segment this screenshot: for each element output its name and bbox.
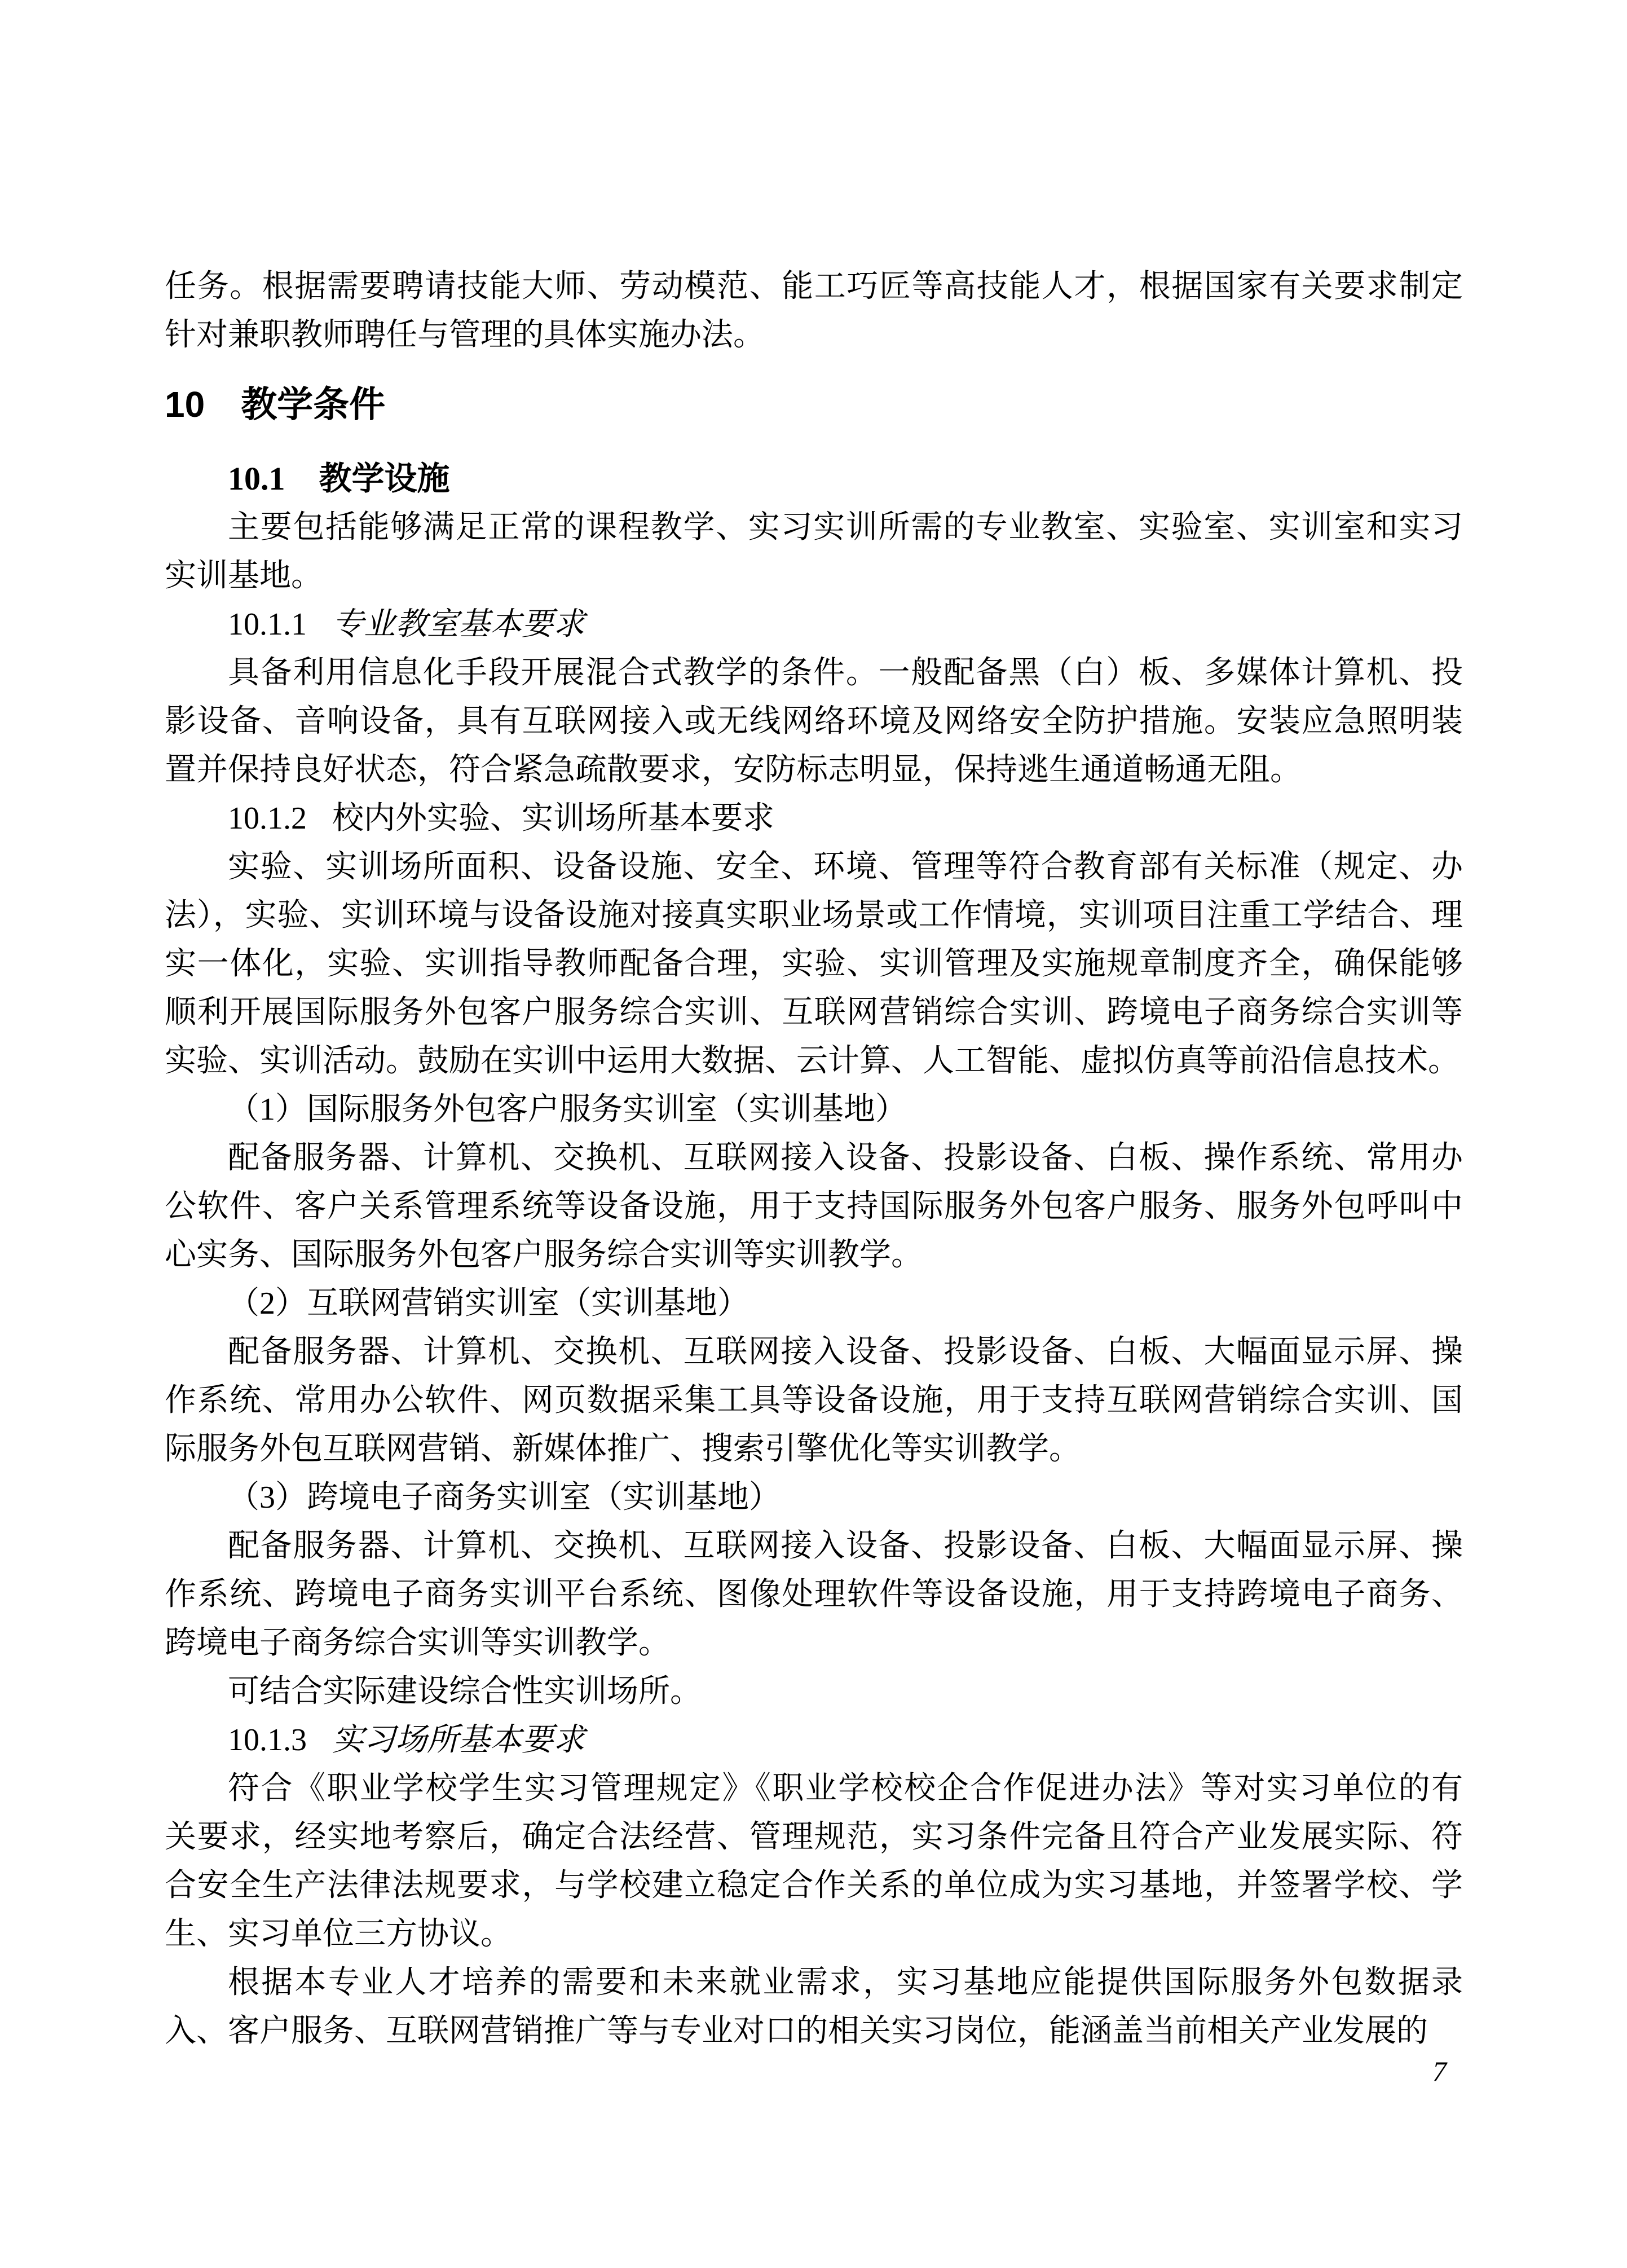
text-line: 任务。根据需要聘请技能大师、劳动模范、能工巧匠等高技能人才，根据国家有关要求制定	[165, 269, 1463, 304]
heading-number: 10.1.3	[228, 1723, 307, 1758]
subsubsection-heading	[165, 1716, 1463, 1764]
heading-number: 10.1.1	[228, 607, 307, 642]
text-line: 实训基地。	[165, 558, 323, 593]
text-line: 际服务外包互联网营销、新媒体推广、搜索引擎优化等实训教学。	[165, 1432, 1081, 1467]
text-line: 具备利用信息化手段开展混合式教学的条件。一般配备黑（白）板、多媒体计算机、投	[228, 655, 1463, 690]
text-line: 作系统、常用办公软件、网页数据采集工具等设备设施，用于支持互联网营销综合实训、国	[165, 1383, 1463, 1418]
text-line: 针对兼职教师聘任与管理的具体实施办法。	[165, 318, 765, 353]
text-line: 关要求，经实地考察后，确定合法经营、管理规范，实习条件完备且符合产业发展实际、符	[165, 1820, 1463, 1855]
text-line: 配备服务器、计算机、交换机、互联网接入设备、投影设备、白板、大幅面显示屏、操	[228, 1529, 1463, 1564]
section-heading	[165, 371, 1463, 438]
text-line: 法），实验、实训环境与设备设施对接真实职业场景或工作情境，实训项目注重工学结合、理	[165, 898, 1463, 933]
text-line: 实验、实训活动。鼓励在实训中运用大数据、云计算、人工智能、虚拟仿真等前沿信息技术。	[165, 1043, 1460, 1078]
heading-number: 10.1.2	[228, 801, 307, 836]
heading-title: 教学条件	[241, 384, 386, 425]
text-line: 顺利开展国际服务外包客户服务综合实训、互联网营销综合实训、跨境电子商务综合实训等	[165, 995, 1463, 1030]
text-line: 主要包括能够满足正常的课程教学、实习实训所需的专业教室、实验室、实训室和实习	[228, 510, 1463, 545]
text-line: （3）跨境电子商务实训室（实训基地）	[228, 1480, 781, 1515]
page-number: 7	[1432, 2055, 1447, 2087]
heading-title: 教学设施	[319, 460, 450, 497]
text-line: 实验、实训场所面积、设备设施、安全、环境、管理等符合教育部有关标准（规定、办	[228, 849, 1463, 884]
subsubsection-heading	[165, 794, 1463, 843]
subsubsection-heading	[165, 600, 1463, 649]
heading-number: 10.1	[228, 460, 285, 497]
text-line: 合安全生产法律法规要求，与学校建立稳定合作关系的单位成为实习基地，并签署学校、学	[165, 1868, 1463, 1903]
text-line: 入、客户服务、互联网营销推广等与专业对口的相关实习岗位，能涵盖当前相关产业发展的	[165, 2014, 1428, 2049]
text-line: 实一体化，实验、实训指导教师配备合理，实验、实训管理及实施规章制度齐全，确保能够	[165, 946, 1463, 981]
heading-title: 校内外实验、实训场所基本要求	[332, 801, 774, 836]
text-line: 公软件、客户关系管理系统等设备设施，用于支持国际服务外包客户服务、服务外包呼叫中	[165, 1189, 1463, 1224]
heading-title: 实习场所基本要求	[332, 1723, 585, 1758]
text-line: （1）国际服务外包客户服务实训室（实训基地）	[228, 1092, 907, 1127]
text-line: 心实务、国际服务外包客户服务综合实训等实训教学。	[165, 1238, 923, 1272]
text-line: 置并保持良好状态，符合紧急疏散要求，安防标志明显，保持逃生通道畅通无阻。	[165, 752, 1302, 787]
text-line: 配备服务器、计算机、交换机、互联网接入设备、投影设备、白板、大幅面显示屏、操	[228, 1335, 1463, 1369]
text-line: 配备服务器、计算机、交换机、互联网接入设备、投影设备、白板、操作系统、常用办	[228, 1140, 1463, 1175]
text-line: 生、实习单位三方协议。	[165, 1917, 512, 1952]
text-line: 跨境电子商务综合实训等实训教学。	[165, 1626, 670, 1661]
text-line: 作系统、跨境电子商务实训平台系统、图像处理软件等设备设施，用于支持跨境电子商务、	[165, 1577, 1463, 1612]
subsection-heading	[165, 455, 1463, 503]
heading-number: 10	[165, 384, 205, 425]
text-line: 可结合实际建设综合性实训场所。	[228, 1674, 702, 1709]
document-content	[165, 262, 1463, 2055]
text-line: 符合《职业学校学生实习管理规定》《职业学校校企合作促进办法》等对实习单位的有	[228, 1771, 1463, 1806]
text-line: 根据本专业人才培养的需要和未来就业需求，实习基地应能提供国际服务外包数据录	[228, 1965, 1463, 2000]
text-line: 影设备、音响设备，具有互联网接入或无线网络环境及网络安全防护措施。安装应急照明装	[165, 704, 1463, 739]
text-line: （2）互联网营销实训室（实训基地）	[228, 1286, 749, 1321]
heading-title: 专业教室基本要求	[332, 607, 585, 642]
